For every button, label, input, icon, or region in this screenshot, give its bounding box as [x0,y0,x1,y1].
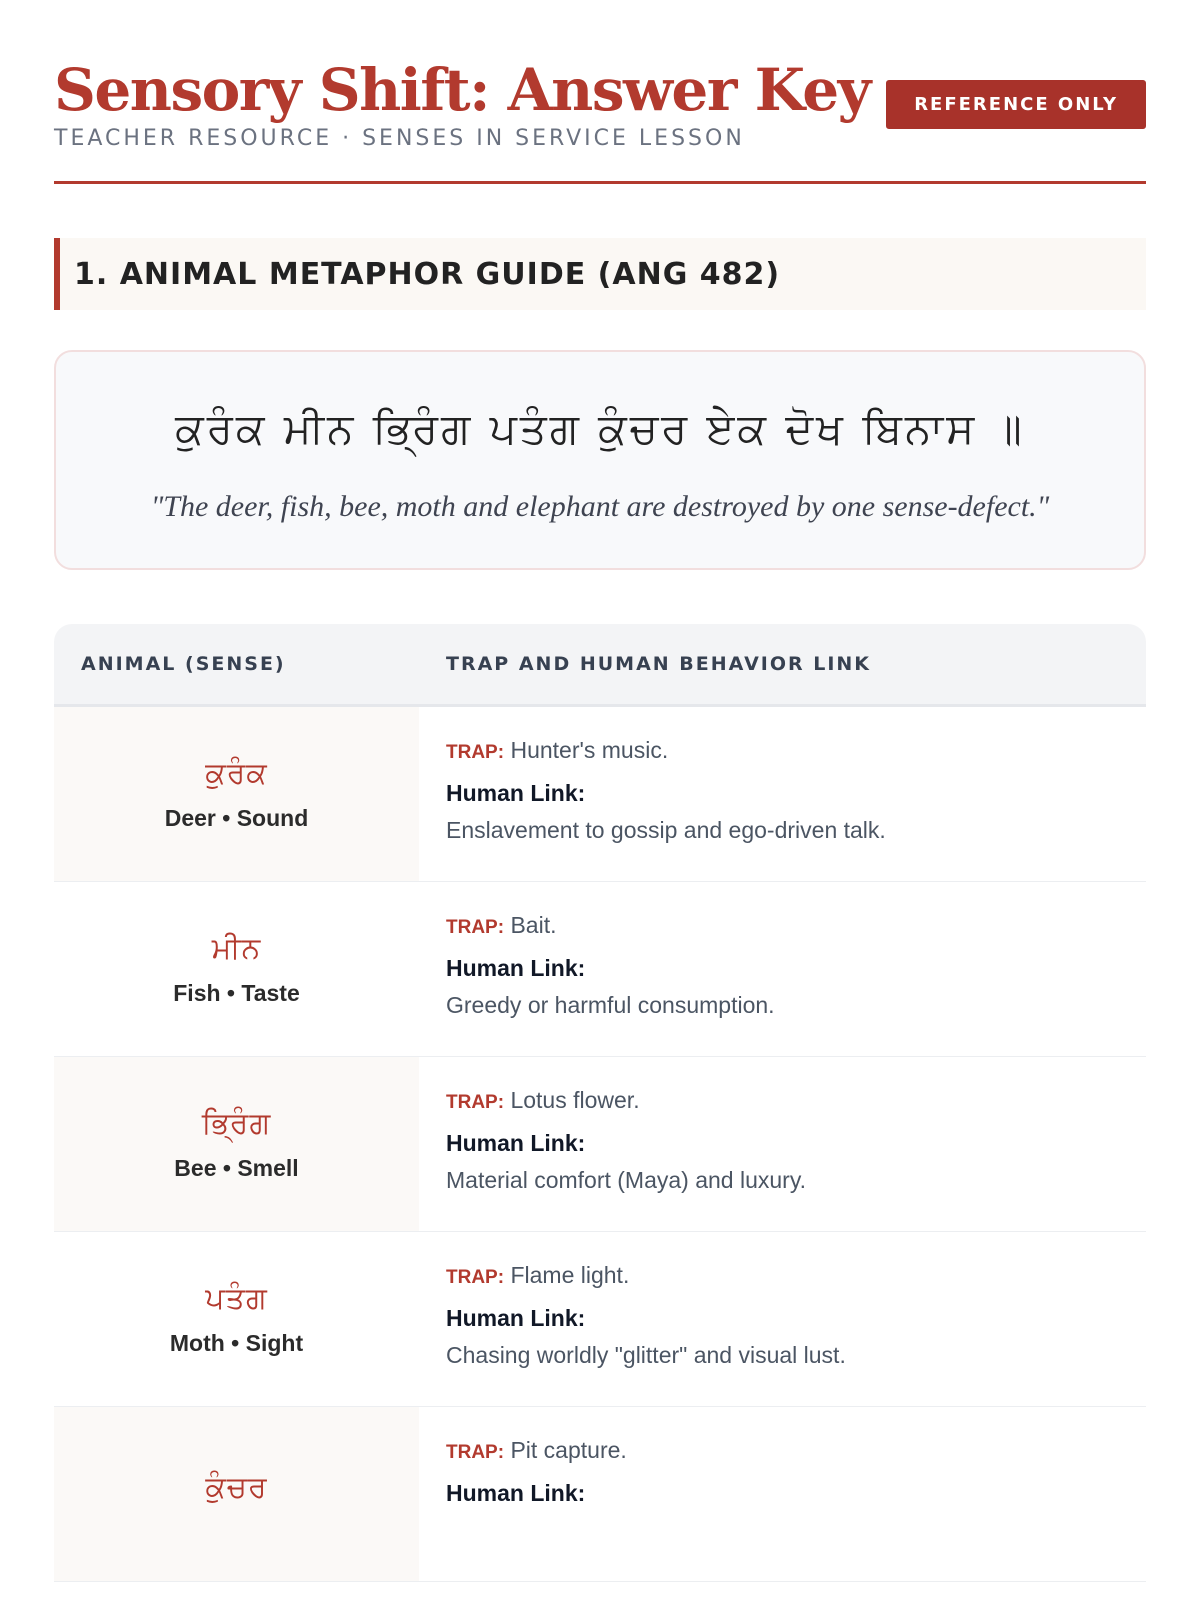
trap-line [446,1262,1146,1289]
trap-text: Pit capture. [510,1437,627,1463]
animal-cell [54,882,419,1056]
column-header-animal: ANIMAL (SENSE) [81,653,286,675]
reference-only-badge: REFERENCE ONLY [886,80,1146,129]
animal-metaphor-table [54,624,1146,1582]
human-link-text: Enslavement to gossip and ego-driven talk. [446,817,886,843]
trap-text: Hunter's music. [510,737,669,763]
trap-label: TRAP: [446,1442,505,1463]
human-link-text: Chasing worldly "glitter" and visual lust. [446,1342,846,1368]
animal-native-name: ਭ੍ਰਿੰਗ [201,1106,272,1141]
human-link-label: Human Link: [446,1480,586,1506]
trap-line [446,1087,1146,1114]
animal-native-name: ਕੁਰੰਕ [205,756,268,791]
animal-native-name: ਮੀਨ [211,931,262,966]
trap-label: TRAP: [446,1267,505,1288]
animal-native-name: ਕੁੰਚਰ [205,1469,268,1505]
animal-sense-label: Bee • Smell [174,1155,299,1181]
section-heading-text: 1. ANIMAL METAPHOR GUIDE (ANG 482) [74,256,781,292]
trap-cell [419,1057,1146,1231]
table-row [54,1407,1146,1582]
animal-sense-label: Deer • Sound [164,805,309,831]
animal-cell [54,1407,419,1581]
table-row [54,1057,1146,1232]
animal-cell [54,707,419,881]
trap-label: TRAP: [446,742,505,763]
trap-cell [419,1407,1146,1581]
section-heading [54,238,1146,310]
trap-cell [419,1232,1146,1406]
table-row [54,707,1146,882]
page-subtitle: TEACHER RESOURCE · SENSES IN SERVICE LESSON [54,126,745,151]
animal-native-name: ਪਤੰਗ [205,1281,268,1316]
trap-cell [419,882,1146,1056]
table-header [54,624,1146,707]
page-title: Sensory Shift: Answer Key [54,56,870,124]
table-body [54,707,1146,1582]
animal-sense-label: Moth • Sight [169,1330,304,1356]
animal-cell [54,1232,419,1406]
trap-text: Lotus flower. [510,1087,640,1113]
title-block [54,58,870,151]
trap-label: TRAP: [446,1092,505,1113]
human-link-text: Greedy or harmful consumption. [446,992,775,1018]
trap-label: TRAP: [446,917,505,938]
animal-cell [54,1057,419,1231]
table-row [54,1232,1146,1407]
human-link-label: Human Link: [446,1130,586,1156]
page-header [54,0,1146,184]
column-header-trap: TRAP AND HUMAN BEHAVIOR LINK [446,653,872,675]
human-link-text: Material comfort (Maya) and luxury. [446,1167,807,1193]
trap-text: Flame light. [510,1262,630,1288]
verse-original: ਕੁਰੰਕ ਮੀਨ ਭ੍ਰਿੰਗ ਪਤੰਗ ਕੁੰਚਰ ਏਕ ਦੋਖ ਬਿਨਾਸ ॥ [175,404,1025,453]
human-link-label: Human Link: [446,1305,586,1331]
verse-translation: "The deer, fish, bee, moth and elephant are destroyed by one sense-defect." [150,490,1050,523]
trap-line [446,737,1146,764]
trap-line [446,912,1146,939]
table-row [54,882,1146,1057]
trap-cell [419,707,1146,881]
verse-box [54,350,1146,570]
human-link-label: Human Link: [446,780,586,806]
animal-sense-label: Fish • Taste [173,980,300,1006]
trap-line [446,1437,1146,1464]
human-link-label: Human Link: [446,955,586,981]
trap-text: Bait. [510,912,557,938]
